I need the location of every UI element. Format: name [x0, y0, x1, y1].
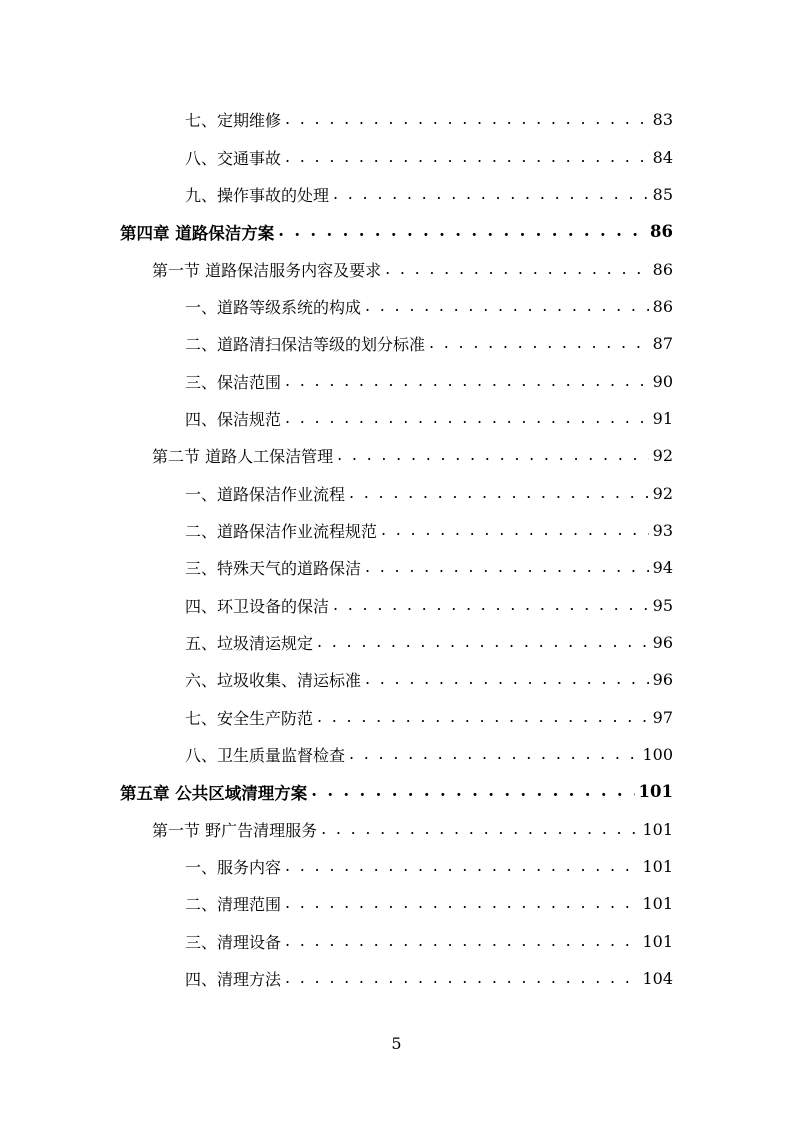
- toc-entry-page-number: 91: [652, 408, 673, 428]
- toc-dot-leader: [317, 707, 649, 726]
- toc-entry-item[interactable]: [0, 176, 793, 213]
- toc-entry-page-number: 84: [652, 147, 673, 167]
- toc-entry-title: 八、交通事故: [185, 148, 282, 168]
- toc-dot-leader: [333, 184, 649, 203]
- toc-entry-item[interactable]: [0, 586, 793, 623]
- toc-entry-title: 第四章 道路保洁方案: [120, 223, 275, 243]
- toc-dot-leader: [365, 296, 649, 315]
- toc-dot-leader: [429, 333, 649, 352]
- toc-entry-chapter[interactable]: [0, 213, 793, 250]
- toc-entry-page-number: 83: [652, 110, 673, 130]
- toc-dot-leader: [365, 557, 649, 576]
- toc-entry-item[interactable]: [0, 923, 793, 960]
- toc-entry-page-number: 92: [652, 483, 673, 503]
- toc-dot-leader: [333, 595, 649, 614]
- toc-dot-leader: [285, 371, 649, 390]
- toc-entry-title: 第二节 道路人工保洁管理: [152, 447, 334, 467]
- toc-entry-title: 二、清理范围: [185, 895, 282, 915]
- toc-entry-item[interactable]: [0, 362, 793, 399]
- toc-entry-page-number: 104: [642, 969, 673, 989]
- toc-entry-item[interactable]: [0, 661, 793, 698]
- toc-entry-item[interactable]: [0, 101, 793, 138]
- toc-entry-title: 八、卫生质量监督检查: [185, 746, 346, 766]
- toc-dot-leader: [285, 968, 638, 987]
- toc-dot-leader: [321, 819, 638, 838]
- toc-entry-title: 七、定期维修: [185, 111, 282, 131]
- toc-entry-title: 四、环卫设备的保洁: [185, 596, 330, 616]
- toc-dot-leader: [337, 445, 649, 464]
- toc-entry-page-number: 94: [652, 558, 673, 578]
- toc-entry-page-number: 90: [652, 371, 673, 391]
- toc-entry-section[interactable]: [0, 250, 793, 287]
- toc-entry-page-number: 95: [652, 595, 673, 615]
- toc-entry-title: 三、清理设备: [185, 932, 282, 952]
- toc-entry-title: 二、道路保洁作业流程规范: [185, 521, 378, 541]
- toc-entry-item[interactable]: [0, 325, 793, 362]
- toc-entry-title: 七、安全生产防范: [185, 708, 314, 728]
- toc-entry-title: 三、特殊天气的道路保洁: [185, 559, 362, 579]
- toc-entry-page-number: 96: [652, 670, 673, 690]
- toc-entry-page-number: 85: [652, 184, 673, 204]
- toc-entry-title: 第一节 野广告清理服务: [152, 820, 318, 840]
- toc-entry-item[interactable]: [0, 400, 793, 437]
- toc-dot-leader: [285, 109, 649, 128]
- table-of-contents: [0, 101, 793, 997]
- toc-entry-page-number: 101: [642, 894, 673, 914]
- toc-entry-title: 五、垃圾清运规定: [185, 633, 314, 653]
- toc-entry-page-number: 87: [652, 334, 673, 354]
- toc-entry-page-number: 101: [642, 857, 673, 877]
- toc-dot-leader: [365, 669, 649, 688]
- toc-entry-item[interactable]: [0, 624, 793, 661]
- toc-entry-title: 三、保洁范围: [185, 372, 282, 392]
- toc-entry-page-number: 100: [642, 745, 673, 765]
- toc-entry-page-number: 96: [652, 632, 673, 652]
- toc-dot-leader: [381, 520, 649, 539]
- toc-entry-item[interactable]: [0, 512, 793, 549]
- toc-dot-leader: [349, 483, 649, 502]
- toc-entry-page-number: 93: [652, 520, 673, 540]
- toc-entry-item[interactable]: [0, 736, 793, 773]
- toc-entry-page-number: 86: [652, 259, 673, 279]
- toc-dot-leader: [317, 632, 649, 651]
- toc-entry-page-number: 101: [642, 931, 673, 951]
- toc-dot-leader: [285, 147, 649, 166]
- toc-entry-page-number: 92: [652, 446, 673, 466]
- page-number: 5: [391, 1034, 402, 1053]
- toc-entry-item[interactable]: [0, 848, 793, 885]
- toc-entry-title: 九、操作事故的处理: [185, 185, 330, 205]
- toc-entry-page-number: 86: [652, 296, 673, 316]
- toc-entry-title: 第五章 公共区域清理方案: [120, 783, 308, 803]
- toc-dot-leader: [285, 856, 638, 875]
- toc-entry-item[interactable]: [0, 288, 793, 325]
- toc-dot-leader: [278, 221, 646, 240]
- toc-dot-leader: [385, 259, 649, 278]
- toc-entry-title: 一、道路等级系统的构成: [185, 297, 362, 317]
- toc-entry-title: 一、服务内容: [185, 858, 282, 878]
- toc-entry-section[interactable]: [0, 437, 793, 474]
- toc-entry-title: 四、清理方法: [185, 970, 282, 990]
- toc-entry-item[interactable]: [0, 885, 793, 922]
- toc-entry-item[interactable]: [0, 960, 793, 997]
- toc-entry-item[interactable]: [0, 549, 793, 586]
- toc-entry-item[interactable]: [0, 138, 793, 175]
- toc-entry-page-number: 101: [642, 819, 673, 839]
- toc-entry-item[interactable]: [0, 699, 793, 736]
- toc-dot-leader: [311, 781, 634, 800]
- toc-dot-leader: [285, 931, 638, 950]
- toc-entry-title: 一、道路保洁作业流程: [185, 484, 346, 504]
- toc-entry-title: 六、垃圾收集、清运标准: [185, 671, 362, 691]
- toc-entry-title: 第一节 道路保洁服务内容及要求: [152, 260, 382, 280]
- toc-entry-section[interactable]: [0, 811, 793, 848]
- toc-dot-leader: [285, 893, 638, 912]
- toc-entry-page-number: 101: [638, 782, 673, 802]
- toc-entry-title: 二、道路清扫保洁等级的划分标准: [185, 335, 426, 355]
- toc-entry-title: 四、保洁规范: [185, 409, 282, 429]
- toc-entry-item[interactable]: [0, 474, 793, 511]
- toc-dot-leader: [349, 744, 638, 763]
- toc-entry-page-number: 97: [652, 707, 673, 727]
- toc-entry-chapter[interactable]: [0, 773, 793, 810]
- toc-dot-leader: [285, 408, 649, 427]
- toc-entry-page-number: 86: [650, 222, 673, 242]
